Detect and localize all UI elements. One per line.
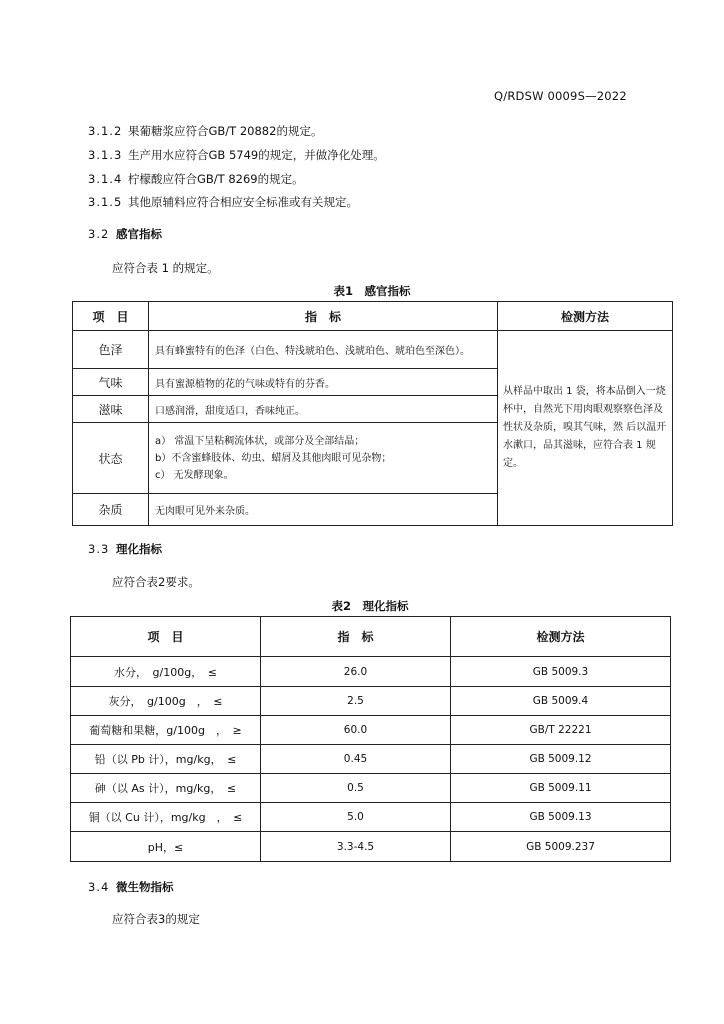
method-cell: 从样品中取出 1 袋，将本品倒入一烧杯中，自然光下用肉眼观察察色泽及性状及杂质，嗅其气味，然 后以温开水漱口，品其滋味，应符合表 1 规定。 (498, 331, 673, 526)
clause-text: 生产用水应符合GB 5749的规定，并做净化处理。 (128, 148, 385, 162)
clause-3-1-5 (88, 194, 358, 210)
value-cell: 0.45 (261, 745, 451, 774)
state-line: b）不含蜜蜂肢体、幼虫、蜡屑及其他肉眼可见杂物； (155, 452, 392, 464)
value-cell: 26.0 (261, 657, 451, 687)
indicator-cell: 口感润滑，甜度适口，香味纯正。 (149, 396, 498, 423)
table-row (71, 832, 671, 862)
clause-3-1-2 (88, 123, 322, 139)
physchem-intro: 应符合表2要求。 (112, 575, 200, 589)
section-heading-micro (88, 879, 174, 895)
section-number: 3.4 (88, 880, 110, 894)
section-heading-sensory (88, 226, 162, 242)
value-cell: 5.0 (261, 803, 451, 832)
item-cell: 铅（以 Pb 计），mg/kg， ≤ (71, 745, 261, 774)
state-line: c） 无发酵现象。 (155, 469, 234, 481)
indicator-cell: 无肉眼可见外来杂质。 (149, 494, 498, 526)
item-cell: pH，≤ (71, 832, 261, 862)
value-cell: 3.3-4.5 (261, 832, 451, 862)
micro-intro: 应符合表3的规定 (112, 912, 200, 926)
method-cell: GB 5009.13 (451, 803, 671, 832)
table-header-row (73, 302, 673, 331)
clause-text: 果葡糖浆应符合GB/T 20882的规定。 (128, 124, 323, 138)
value-cell: 0.5 (261, 774, 451, 803)
item-cell: 滋味 (73, 396, 149, 423)
section-number: 3.3 (88, 542, 110, 556)
table-row (73, 331, 673, 369)
table-row (71, 716, 671, 745)
table-row (71, 774, 671, 803)
method-cell: GB 5009.12 (451, 745, 671, 774)
indicator-cell (149, 423, 498, 494)
item-cell: 气味 (73, 369, 149, 396)
indicator-cell: 具有蜂蜜特有的色泽（白色、特浅琥珀色、浅琥珀色、琥珀色至深色）。 (149, 331, 498, 369)
document-code: Q/RDSW 0009S—2022 (494, 89, 627, 103)
table2-caption: 表2 理化指标 (331, 599, 409, 613)
clause-text: 其他原辅料应符合相应安全标准或有关规定。 (128, 195, 358, 209)
method-cell: GB 5009.4 (451, 687, 671, 716)
clause-number: 3.1.5 (88, 195, 123, 209)
header-method: 检测方法 (451, 617, 671, 657)
clause-3-1-4 (88, 171, 304, 187)
item-cell: 水分， g/100g， ≤ (71, 657, 261, 687)
clause-number: 3.1.4 (88, 172, 123, 186)
item-cell: 色泽 (73, 331, 149, 369)
state-line: a） 常温下呈粘稠流体状，或部分及全部结晶； (155, 435, 365, 447)
item-cell: 砷（以 As 计），mg/kg， ≤ (71, 774, 261, 803)
item-cell: 状态 (73, 423, 149, 494)
table-row (71, 745, 671, 774)
section-heading-physchem (88, 541, 162, 557)
item-cell: 灰分， g/100g ， ≤ (71, 687, 261, 716)
section-title: 感官指标 (116, 227, 162, 241)
table-row (71, 657, 671, 687)
table-header-row (71, 617, 671, 657)
header-indicator: 指 标 (261, 617, 451, 657)
sensory-intro: 应符合表 1 的规定。 (112, 261, 219, 275)
physchem-table (70, 616, 671, 862)
method-cell: GB/T 22221 (451, 716, 671, 745)
clause-number: 3.1.2 (88, 124, 123, 138)
indicator-cell: 具有蜜源植物的花的气味或特有的芬香。 (149, 369, 498, 396)
value-cell: 60.0 (261, 716, 451, 745)
clause-text: 柠檬酸应符合GB/T 8269的规定。 (128, 172, 304, 186)
value-cell: 2.5 (261, 687, 451, 716)
clause-3-1-3 (88, 147, 385, 163)
header-item: 项 目 (73, 302, 149, 331)
item-cell: 葡萄糖和果糖，g/100g ， ≥ (71, 716, 261, 745)
item-cell: 杂质 (73, 494, 149, 526)
table-row (71, 803, 671, 832)
header-indicator: 指 标 (149, 302, 498, 331)
table-row (71, 687, 671, 716)
method-cell: GB 5009.11 (451, 774, 671, 803)
section-number: 3.2 (88, 227, 110, 241)
header-method: 检测方法 (498, 302, 673, 331)
section-title: 微生物指标 (116, 880, 174, 894)
table1-caption: 表1 感官指标 (333, 284, 411, 298)
header-item: 项 目 (71, 617, 261, 657)
clause-number: 3.1.3 (88, 148, 123, 162)
sensory-table (72, 301, 673, 526)
method-cell: GB 5009.3 (451, 657, 671, 687)
method-cell: GB 5009.237 (451, 832, 671, 862)
section-title: 理化指标 (116, 542, 162, 556)
item-cell: 铜（以 Cu 计），mg/kg ， ≤ (71, 803, 261, 832)
